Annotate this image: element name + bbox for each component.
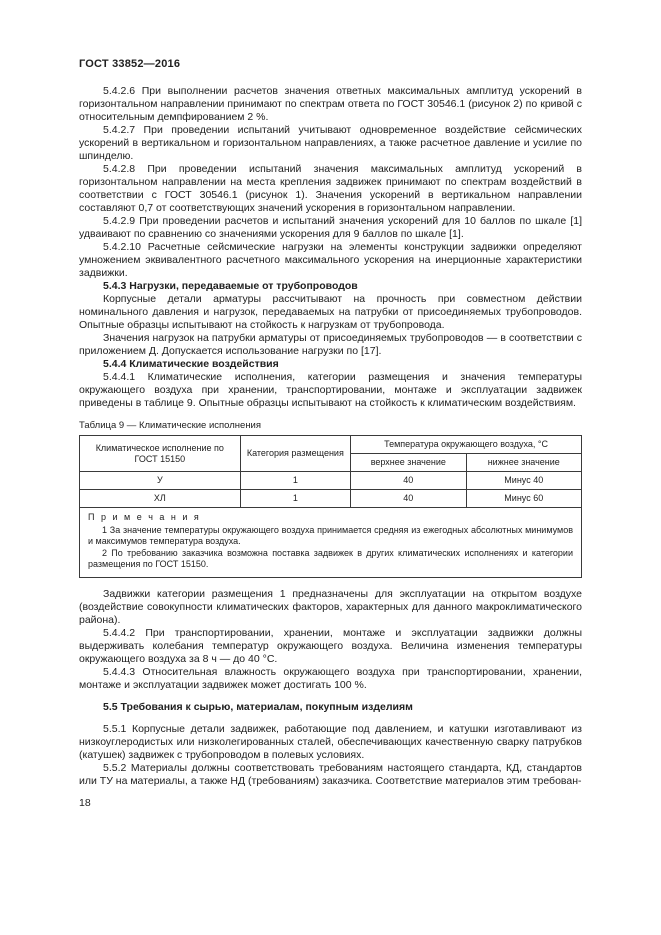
- paragraph-5-4-2-6: 5.4.2.6 При выполнении расчетов значения ответных максимальных амплитуд ускорений в горизонтальном направлении принимают по спектрам ответа по ГОСТ 30546.1 (рисунок 2) по кривой с относительным демпфированием 2 %.: [79, 85, 582, 123]
- paragraph-5-5-1: 5.5.1 Корпусные детали задвижек, работающие под давлением, и катушки изготавливают из низкоуглеродистых или низколегированных сталей, обеспечивающих качественную сварку патрубков (катушек) задвижек с трубопроводом в полевых условиях.: [79, 723, 582, 761]
- doc-header: ГОСТ 33852—2016: [79, 58, 181, 70]
- paragraph-pipeline-loads-1: Корпусные детали арматуры рассчитывают на прочность при совместном действии номинального давления и нагрузок, передаваемых на патрубки от присоединяемых трубопроводов. Опытные образцы испытывают на стойкость к нагрузкам от трубопровода.: [79, 293, 582, 331]
- table-row: [80, 472, 582, 490]
- column-header-category: Категория размещения: [240, 436, 350, 472]
- paragraph-pipeline-loads-2: Значения нагрузок на патрубки арматуры от присоединяемых трубопроводов — в соответствии с приложением Д. Допускается использование нагрузки по [17].: [79, 332, 582, 357]
- paragraph-5-4-2-9: 5.4.2.9 При проведении расчетов и испытаний значения ускорений для 10 баллов по шкале [1] удваивают по сравнению со значениями ускорения для 9 баллов по шкале [1].: [79, 215, 582, 240]
- heading-5-5: 5.5 Требования к сырью, материалам, покупным изделиям: [103, 701, 413, 713]
- cell-temp-upper: 40: [351, 472, 466, 490]
- column-header-temp-upper: верхнее значение: [351, 454, 466, 472]
- table-row: [80, 490, 582, 508]
- cell-temp-lower: Минус 40: [466, 472, 581, 490]
- column-header-temp-lower: нижнее значение: [466, 454, 581, 472]
- paragraph-placement-category: Задвижки категории размещения 1 предназначены для эксплуатации на открытом воздухе (воздействие совокупности климатических факторов, характерных для данного макроклиматического района).: [79, 588, 582, 626]
- table-header-row-1: [80, 436, 582, 454]
- paragraph-5-5-2: 5.5.2 Материалы должны соответствовать требованиям настоящего стандарта, КД, стандартов или ТУ на материалы, а также НД (требованиям) заказчика. Соответствие материалов этим требован-: [79, 762, 582, 787]
- cell-temp-upper: 40: [351, 490, 466, 508]
- cell-execution: У: [80, 472, 241, 490]
- table-caption: Таблица 9 — Климатические исполнения: [79, 420, 262, 431]
- cell-temp-lower: Минус 60: [466, 490, 581, 508]
- climatic-table: [79, 435, 582, 578]
- note-1: 1 За значение температуры окружающего воздуха принимается средняя из ежегодных абсолютных минимумов и максимумов температура воздуха.: [88, 525, 573, 546]
- note-2: 2 По требованию заказчика возможна поставка задвижек в других климатических исполнениях и категории размещения по ГОСТ 15150.: [88, 548, 573, 569]
- table-notes: [80, 508, 582, 578]
- paragraph-5-4-2-7: 5.4.2.7 При проведении испытаний учитывают одновременное воздействие сейсмических ускорений в вертикальном и горизонтальном направлениях, а также расчетное давление и усилие по шпинделю.: [79, 124, 582, 162]
- page-number: 18: [79, 797, 91, 809]
- cell-category: 1: [240, 472, 350, 490]
- paragraph-5-4-2-8: 5.4.2.8 При проведении испытаний значения максимальных амплитуд ускорений в горизонтальном направлении на места крепления задвижек принимают по спектрам воздействий в соответствии с ГОСТ 30546.1 (рисунок 1). Значения ускорений в вертикальном направлении составляют 0,7 от соответствующих значений ускорения в горизонтальном направлении.: [79, 163, 582, 214]
- paragraph-5-4-4-3: 5.4.4.3 Относительная влажность окружающего воздуха при транспортировании, хранении, монтаже и эксплуатации задвижек может достигать 100 %.: [79, 666, 582, 691]
- cell-execution: ХЛ: [80, 490, 241, 508]
- paragraph-5-4-4-1: 5.4.4.1 Климатические исполнения, категории размещения и значения температуры окружающего воздуха при хранении, транспортировании, монтаже и эксплуатации задвижек приведены в таблице 9. Опытные образцы испытывают на стойкость к климатическим воздействиям.: [79, 371, 582, 409]
- column-header-temperature-group: Температура окружающего воздуха, °С: [351, 436, 582, 454]
- notes-title: П р и м е ч а н и я: [88, 512, 201, 522]
- paragraph-5-4-2-10: 5.4.2.10 Расчетные сейсмические нагрузки на элементы конструкции задвижки определяют умножением эквивалентного расчетного максимального ускорения на инерционные характеристики задвижки.: [79, 241, 582, 279]
- heading-5-4-3: 5.4.3 Нагрузки, передаваемые от трубопроводов: [103, 280, 358, 292]
- heading-5-4-4: 5.4.4 Климатические воздействия: [103, 358, 279, 370]
- page-content: [79, 85, 582, 810]
- table-notes-row: [80, 508, 582, 578]
- column-header-execution: Климатическое исполнение по ГОСТ 15150: [80, 436, 241, 472]
- cell-category: 1: [240, 490, 350, 508]
- paragraph-5-4-4-2: 5.4.4.2 При транспортировании, хранении, монтаже и эксплуатации задвижки должны выдерживать колебания температур окружающего воздуха. Величина изменения температуры окружающего воздуха за 8 ч — до 40 °С.: [79, 627, 582, 665]
